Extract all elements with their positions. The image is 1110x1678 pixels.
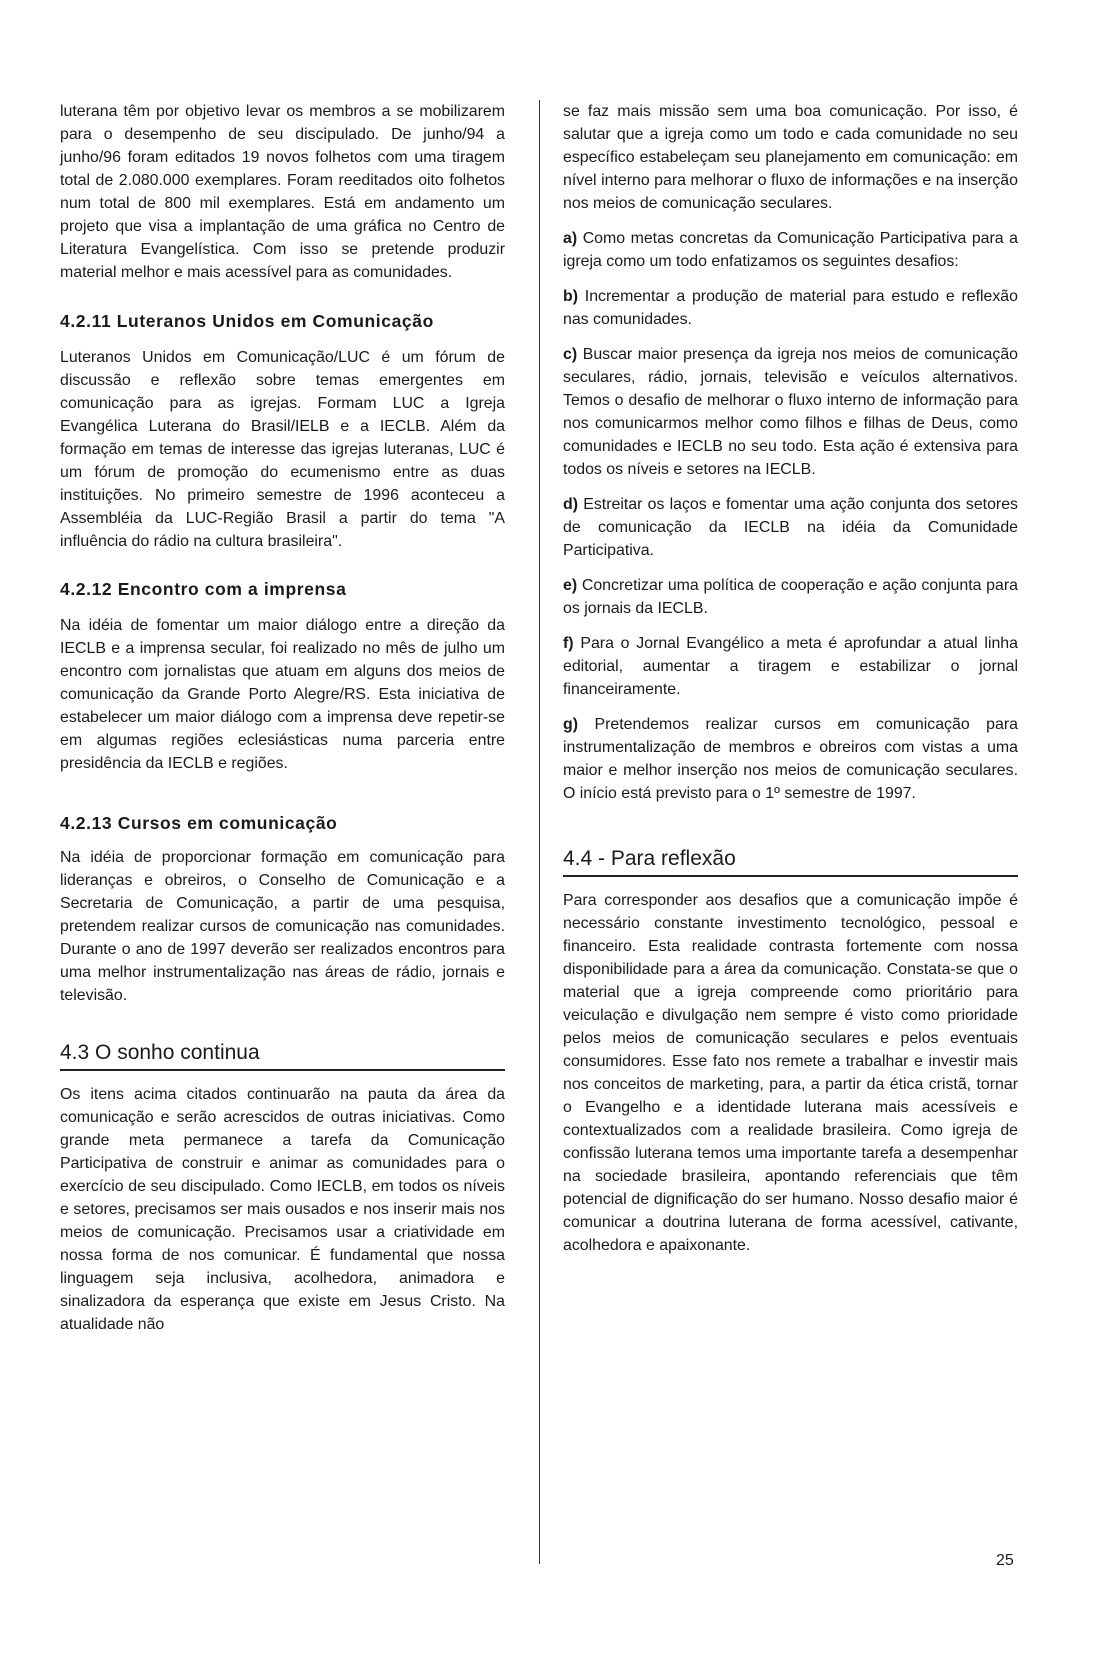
list-item-b bbox=[563, 285, 1018, 331]
paragraph-intro: luterana têm por objetivo levar os membros a se mobilizarem para o desempenho de seu discipulado. De junho/94 a junho/96 foram editados 19 novos folhetos com uma tiragem total de 2.080.000 exemplares. Foram reeditados oito folhetos num total de 800 mil exemplares. Está em andamento um projeto que visa a implantação de uma gráfica no Centro de Literatura Evangelística. Com isso se pretende produzir material melhor e mais acessível para as comunidades. bbox=[60, 103, 505, 281]
list-item-label: g) bbox=[563, 716, 578, 733]
heading-4-2-13: 4.2.13 Cursos em comunicação bbox=[60, 813, 338, 833]
right-column bbox=[563, 100, 1018, 1257]
heading-4-3: 4.3 O sonho continua bbox=[60, 1041, 505, 1071]
list-item-text: Pretendemos realizar cursos em comunicação para instrumentalização de membros e obreiros com vistas a uma maior e melhor inserção nos meios de comunicação seculares. O início está previsto para o 1º semestre de 1997. bbox=[563, 716, 1018, 802]
list-item-text: Para o Jornal Evangélico a meta é aprofundar a atual linha editorial, aumentar a tiragem e estabilizar o jornal financeiramente. bbox=[563, 635, 1018, 698]
list-item-label: e) bbox=[563, 577, 578, 594]
list-item-label: f) bbox=[563, 635, 574, 652]
paragraph-4-3: Os itens acima citados continuarão na pauta da área da comunicação e serão acrescidos de outras iniciativas. Como grande meta permanece a tarefa da Comunicação Participativa de construir e animar as comunidades para o exercício de seu discipulado. Como IECLB, em todos os níveis e setores, precisamos ser mais ousados e nos inserir mais nos meios de comunicação. Precisamos usar a criatividade em nossa forma de nos comunicar. É fundamental que nossa linguagem seja inclusiva, acolhedora, animadora e sinalizadora da esperança que existe em Jesus Cristo. Na atualidade não bbox=[60, 1086, 505, 1333]
list-item-label: a) bbox=[563, 230, 578, 247]
list-item-label: c) bbox=[563, 346, 578, 363]
paragraph-4-2-12: Na idéia de fomentar um maior diálogo entre a direção da IECLB e a imprensa secular, foi realizado no mês de julho um encontro com jornalistas que atuam em alguns dos meios de comunicação da Grande Porto Alegre/RS. Esta iniciativa de estabelecer um maior diálogo com a imprensa deve repetir-se em algumas regiões eclesiásticas numa parceria entre presidência da IECLB e regiões. bbox=[60, 617, 505, 772]
list-item-g bbox=[563, 713, 1018, 805]
list-item-a bbox=[563, 227, 1018, 273]
paragraph-continuation: se faz mais missão sem uma boa comunicação. Por isso, é salutar que a igreja como um todo e cada comunidade no seu específico estabeleçam seu planejamento em comunicação: em nível interno para melhorar o fluxo de informações e na inserção nos meios de comunicação seculares. bbox=[563, 103, 1018, 212]
paragraph-4-4: Para corresponder aos desafios que a comunicação impõe é necessário constante investimento tecnológico, pessoal e financeiro. Esta realidade contrasta fortemente com nossa disponibilidade para a área da comunicação. Constata-se que o material que a igreja compreende como prioritário para veiculação e divulgação nem sempre é visto como prioridade pelos meios de comunicação seculares e pelos eventuais consumidores. Esse fato nos remete a trabalhar e investir mais nos conceitos de marketing, para, a partir da ética cristã, tornar o Evangelho e a identidade luterana mais acessíveis e contextualizados com a realidade brasileira. Como igreja de confissão luterana temos uma importante tarefa a desempenhar na sociedade brasileira, apontando referenciais que têm potencial de dignificação do ser humano. Nosso desafio maior é comunicar a doutrina luterana de forma acessível, cativante, acolhedora e apaixonante. bbox=[563, 892, 1018, 1254]
heading-4-2-11: 4.2.11 Luteranos Unidos em Comunicação bbox=[60, 311, 434, 331]
list-item-f bbox=[563, 632, 1018, 701]
goals-list bbox=[563, 227, 1018, 805]
list-item-d bbox=[563, 493, 1018, 562]
list-item-text: Concretizar uma política de cooperação e ação conjunta para os jornais da IECLB. bbox=[563, 577, 1018, 617]
list-item-text: Estreitar os laços e fomentar uma ação conjunta dos setores de comunicação da IECLB na idéia da Comunidade Participativa. bbox=[563, 496, 1018, 559]
left-column bbox=[60, 100, 505, 1336]
list-item-label: d) bbox=[563, 496, 578, 513]
paragraph-4-2-13: Na idéia de proporcionar formação em comunicação para lideranças e obreiros, o Conselho de Comunicação e a Secretaria de Comunicação, a partir de uma pesquisa, pretendem realizar cursos de comunicação nas comunidades. Durante o ano de 1997 deverão ser realizados encontros para uma melhor instrumentalização nas áreas de rádio, jornais e televisão. bbox=[60, 849, 505, 1004]
list-item-text: Incrementar a produção de material para estudo e reflexão nas comunidades. bbox=[563, 288, 1018, 328]
heading-4-2-12: 4.2.12 Encontro com a imprensa bbox=[60, 579, 347, 599]
paragraph-4-2-11: Luteranos Unidos em Comunicação/LUC é um fórum de discussão e reflexão sobre temas emergentes em comunicação para as igrejas. Formam LUC a Igreja Evangélica Luterana do Brasil/IELB e a IECLB. Além da formação em temas de interesse das igrejas luteranas, LUC é um fórum de promoção do ecumenismo entre as duas instituições. No primeiro semestre de 1996 aconteceu a Assembléia da LUC-Região Brasil a partir do tema "A influência do rádio na cultura brasileira". bbox=[60, 349, 505, 550]
list-item-label: b) bbox=[563, 288, 578, 305]
list-item-text: Como metas concretas da Comunicação Participativa para a igreja como um todo enfatizamos os seguintes desafios: bbox=[563, 230, 1018, 270]
list-item-e bbox=[563, 574, 1018, 620]
page-number: 25 bbox=[996, 1552, 1014, 1569]
column-divider bbox=[539, 100, 540, 1564]
list-item-text: Buscar maior presença da igreja nos meios de comunicação seculares, rádio, jornais, televisão e veículos alternativos. Temos o desafio de melhorar o fluxo interno de informação para nos comunicarmos melhor como filhos e filhas de Deus, como comunidades e IECLB no seu todo. Esta ação é extensiva para todos os níveis e setores na IECLB. bbox=[563, 346, 1018, 478]
list-item-c bbox=[563, 343, 1018, 481]
heading-4-4: 4.4 - Para reflexão bbox=[563, 847, 1018, 877]
